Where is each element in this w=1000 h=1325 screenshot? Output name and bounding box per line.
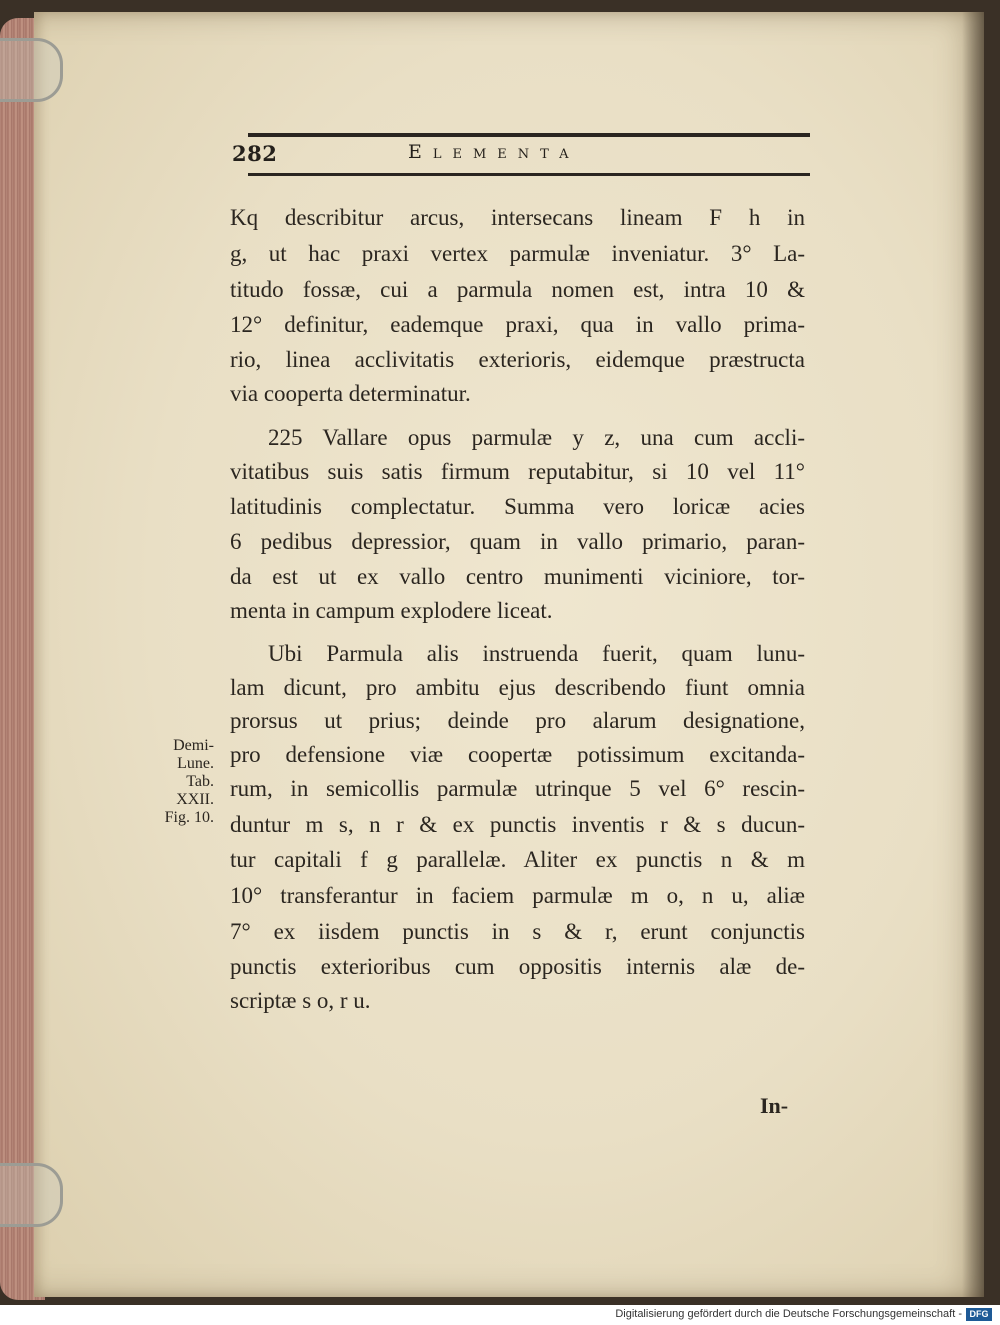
text-line: 225 Vallare opus parmulæ y z, una cum accli- bbox=[268, 425, 805, 450]
page-header bbox=[232, 137, 832, 171]
margin-note bbox=[134, 737, 214, 827]
text-line: rio, linea acclivitatis exterioris, eidemque præstructa bbox=[230, 347, 805, 372]
page-number: 282 bbox=[232, 141, 278, 166]
margin-note-line: Demi- bbox=[173, 737, 214, 754]
text-line: 7° ex iisdem punctis in s & r, erunt conjunctis bbox=[230, 919, 805, 944]
text-line: g, ut hac praxi vertex parmulæ inveniatur. 3° La- bbox=[230, 241, 805, 266]
margin-note-line: Fig. 10. bbox=[164, 809, 214, 826]
text-line: Kq describitur arcus, intersecans lineam F h in bbox=[230, 205, 805, 230]
footer-bar bbox=[0, 1305, 1000, 1325]
text-line: menta in campum explodere liceat. bbox=[230, 598, 553, 623]
text-line: vitatibus suis satis firmum reputabitur, si 10 vel 11° bbox=[230, 459, 805, 484]
text-line: rum, in semicollis parmulæ utrinque 5 vel 6° rescin- bbox=[230, 776, 805, 801]
text-line: duntur m s, n r & ex punctis inventis r & s ducun- bbox=[230, 812, 805, 837]
text-line: tur capitali f g parallelæ. Aliter ex punctis n & m bbox=[230, 847, 805, 872]
margin-note-line: XXII. bbox=[176, 791, 214, 808]
text-line: via cooperta determinatur. bbox=[230, 381, 471, 406]
text-line: da est ut ex vallo centro munimenti viciniore, tor- bbox=[230, 564, 805, 589]
spine-shadow bbox=[962, 12, 984, 1297]
header-rule-bottom bbox=[248, 173, 810, 176]
text-line: lam dicunt, pro ambitu ejus describendo fiunt omnia bbox=[230, 675, 805, 700]
text-line: titudo fossæ, cui a parmula nomen est, intra 10 & bbox=[230, 277, 805, 302]
margin-note-line: Tab. bbox=[186, 773, 214, 790]
text-line: 12° definitur, eademque praxi, qua in vallo prima- bbox=[230, 312, 805, 337]
page-clip-top bbox=[0, 38, 63, 102]
text-line: prorsus ut prius; deinde pro alarum designatione, bbox=[230, 708, 805, 733]
text-line: 6 pedibus depressior, quam in vallo primario, paran- bbox=[230, 529, 805, 554]
text-line: latitudinis complectatur. Summa vero loricæ acies bbox=[230, 494, 805, 519]
funding-credit: Digitalisierung gefördert durch die Deutsche Forschungsgemeinschaft - bbox=[615, 1308, 962, 1320]
dfg-logo: DFG bbox=[966, 1308, 992, 1321]
text-line: 10° transferantur in faciem parmulæ m o, n u, aliæ bbox=[230, 883, 805, 908]
text-line: punctis exterioribus cum oppositis internis alæ de- bbox=[230, 954, 805, 979]
running-title: Elementa bbox=[408, 141, 580, 163]
text-line: pro defensione viæ coopertæ potissimum excitanda- bbox=[230, 742, 805, 767]
page-clip-bottom bbox=[0, 1163, 63, 1227]
text-line: scriptæ s o, r u. bbox=[230, 988, 371, 1013]
catchword: In- bbox=[760, 1093, 789, 1118]
margin-note-line: Lune. bbox=[177, 755, 214, 772]
text-line: Ubi Parmula alis instruenda fuerit, quam lunu- bbox=[268, 641, 805, 666]
